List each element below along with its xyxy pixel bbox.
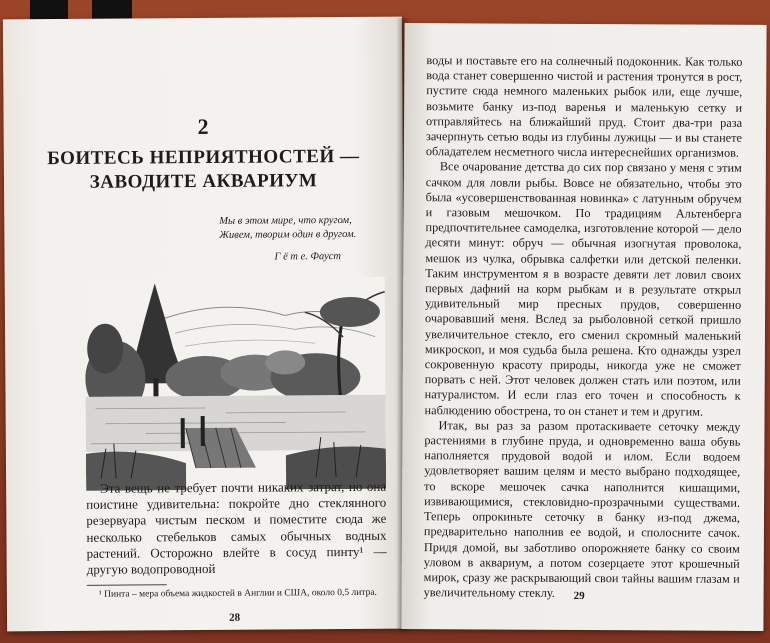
left-body-text xyxy=(86,479,387,578)
chapter-title-line1: БОИТЕСЬ НЕПРИЯТНОСТЕЙ — xyxy=(47,145,360,170)
page-number-right: 29 xyxy=(573,589,585,603)
paragraph: Эта вещь не требует почти никаких затрат, но она поистине удивительна: покройте дно стеклянного резервуара чистым песком и поместите сюда же несколько стебельков самых обычных водных растений. Осторожно влейте в сосуд пинту¹ — другую водопроводной xyxy=(86,478,387,577)
footnote: ¹ Пинта – мера объема жидкостей в Англии и США, около 0,5 литра. xyxy=(98,587,377,600)
right-body-text xyxy=(424,53,743,602)
footnote-rule xyxy=(87,584,167,586)
epigraph xyxy=(219,214,389,243)
left-page xyxy=(3,17,406,632)
chapter-number: 2 xyxy=(197,113,209,140)
epigraph-source: Г ё т е. Фауст xyxy=(274,251,342,263)
paragraph: Итак, вы раз за разом протаскиваете сеточку между растениями в глубине пруда, и одновременно ваша обувь наполняется прудовой водой и илом. Если водоем удовлетворяет вашим целям и место выбрано подходящее, то вскоре мешочек сачка наполнится кишащими, извивающимися, стекловидно-прозрачными существами. Теперь опрокиньте сеточку в банку из-под джема, предварительно наполнив ее водой, и сполосните сачок. Придя домой, вы заботливо опорожняете банку со своим уловом в аквариум, а потом созерцаете этот крошечный мирок, сразу же раскрывающий свои тайны вашим глазам и увеличительному стеклу. xyxy=(423,418,741,600)
paragraph: Все очарование детства до сих пор связано у меня с этим сачком для ловли рыбы. Вовсе не обязательно, чтобы это была «усовершенствованная новинка» с латунным обручем и газовым мешочком. По традициям Альтенберга предпочтительнее самоделка, изготовление которой — дело десяти минут: обруч — обычная изогнутая проволока, мешок из чулка, обрывка салфетки или детской пеленки. Таким инструментом я в возрасте девяти лет ловил своих первых дафний на корм рыбкам и в результате открыл удивительный мир пресных прудов, совершенно очаровавший меня. Вслед за рыболовной сеткой пришло увеличительное стекло, его сменил скромный маленький микроскоп, и моя судьба была решена. Кто однажды узрел сокровенную красоту природы, никогда уже не сможет порвать с ней. Этот человек должен стать или поэтом, или натуралистом. И если глаз его точен и способность к наблюдению обострена, то он станет и тем и другим. xyxy=(424,159,742,419)
epigraph-line1: Мы в этом мире, что кругом, xyxy=(219,214,352,227)
chapter-title-line2: ЗАВОДИТЕ АКВАРИУМ xyxy=(89,170,318,193)
paragraph: воды и поставьте его на солнечный подоконник. Как только вода станет совершенно чистой и растения тронутся в рост, пустите сюда немного маленьких рыбок или, еще лучше, возьмите банку из-под варенья и маленькую сетку и отправляйтесь на ближайший пруд. Стоит два-три раза зачерпнуть сетью воды из глубины лужицы — и вы станете обладателем несметного числа интереснейших организмов. xyxy=(425,53,743,161)
epigraph-line2: Живем, творим один в другом. xyxy=(219,228,357,241)
page-number-left: 28 xyxy=(229,611,241,624)
chapter-title xyxy=(4,145,403,196)
pond-landscape-illustration xyxy=(85,277,386,491)
right-page xyxy=(401,23,766,631)
